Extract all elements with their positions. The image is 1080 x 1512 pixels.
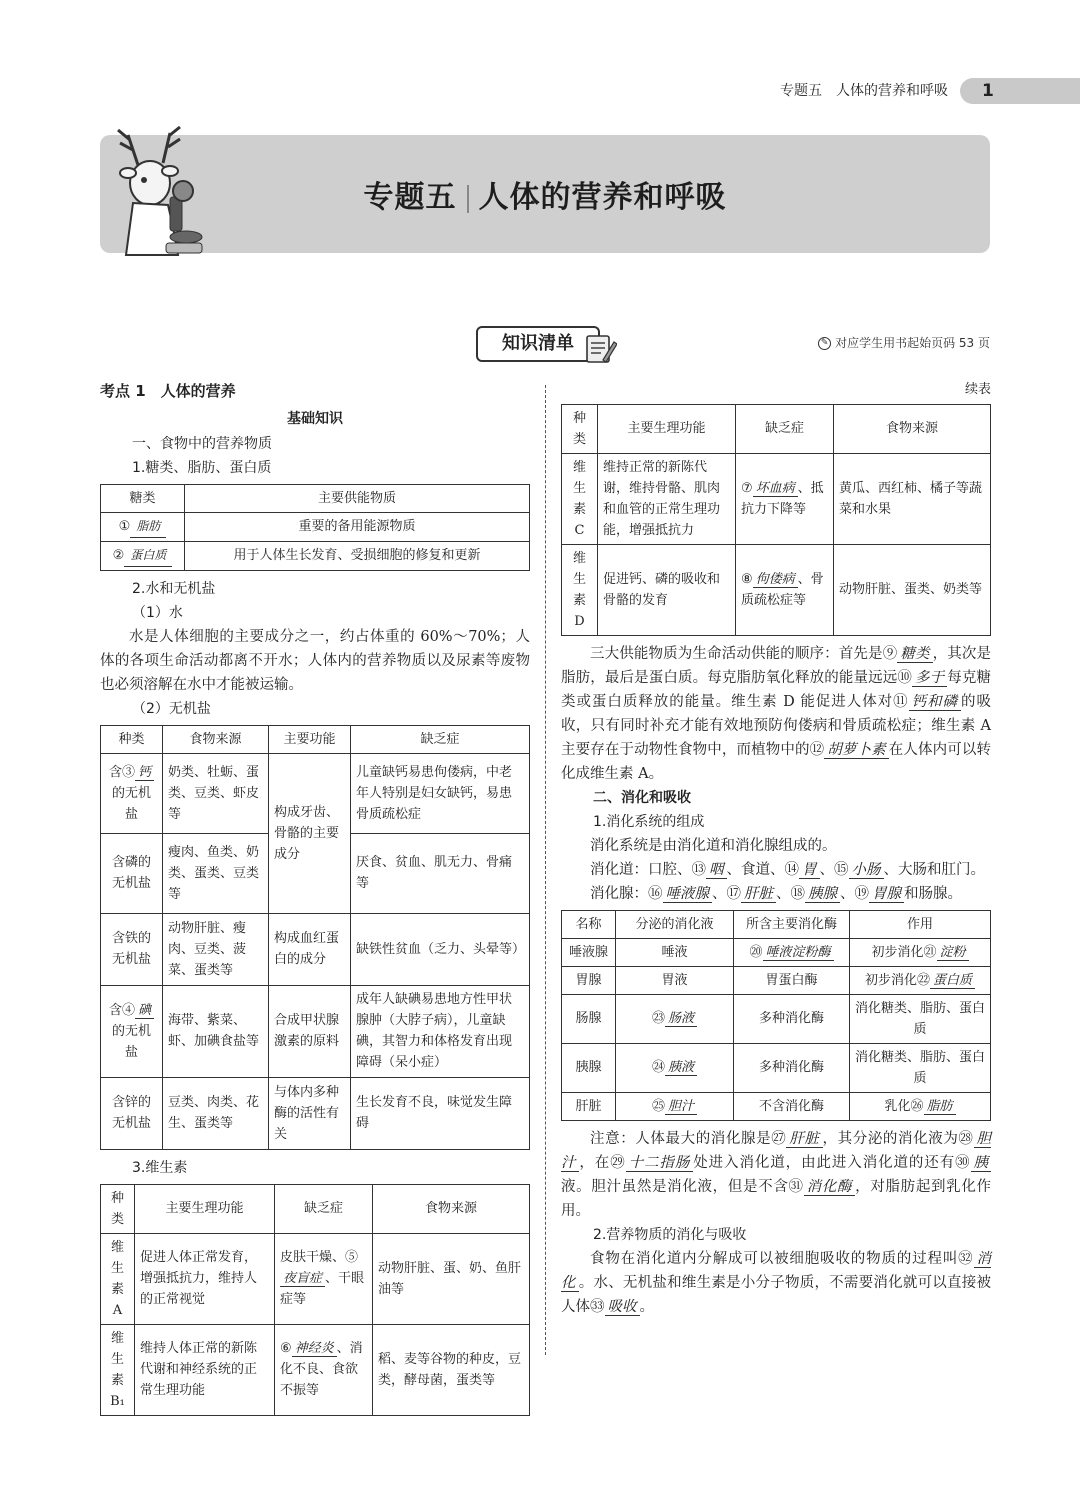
- table-cell: 用于人体生长发育、受损细胞的修复和更新: [185, 541, 530, 570]
- answer-blank: 唾液淀粉酶: [763, 945, 834, 961]
- answer-blank: 十二指肠: [626, 1155, 694, 1172]
- answer-blank: 坏血病: [753, 481, 798, 497]
- table-header-row: [101, 1184, 530, 1233]
- table-cell: [616, 1043, 734, 1092]
- table-cell: 维生素 A: [101, 1233, 135, 1324]
- para-text: 、⑰: [712, 885, 741, 902]
- answer-blank: 多于: [912, 670, 947, 687]
- table-cell: 生长发育不良，味觉发生障碍: [351, 1077, 530, 1149]
- answer-blank: 夜盲症: [280, 1271, 325, 1287]
- table-row: [562, 994, 991, 1043]
- nutrients-table: [100, 484, 530, 571]
- answer-blank: 淀粉: [937, 945, 969, 961]
- table-cell: [616, 994, 734, 1043]
- left-column: [100, 380, 530, 1422]
- knowledge-list-badge: 知识清单: [476, 326, 600, 362]
- table-cell: 海带、紫菜、虾、加碘食盐等: [163, 985, 269, 1077]
- answer-blank: 胃腺: [869, 886, 904, 903]
- column-header: 缺乏症: [275, 1184, 373, 1233]
- table-cell: 动物肝脏、蛋类、奶类等: [834, 544, 991, 635]
- table-cell: 维生素 D: [562, 544, 598, 635]
- para-text: 消化腺：⑯: [590, 885, 663, 902]
- para-text: 处进入消化道，由此进入消化道的还有㉚: [693, 1154, 971, 1171]
- table-row: [562, 453, 991, 544]
- para-text: 液。胆汁虽然是消化液，但是不含㉛: [561, 1178, 804, 1195]
- cell-text: 的无机盐: [111, 1023, 151, 1060]
- table-cell: 促进钙、磷的吸收和骨骼的发育: [598, 544, 736, 635]
- table-header-row: [562, 910, 991, 938]
- subsection-heading: 3.维生素: [132, 1159, 188, 1176]
- table-cell: 消化糖类、脂肪、蛋白质: [850, 994, 991, 1043]
- table-cell: [275, 1324, 373, 1415]
- column-header: 食物来源: [373, 1184, 530, 1233]
- answer-blank: 胡萝卜素: [824, 742, 889, 759]
- table-cell: 含铁的无机盐: [101, 913, 163, 985]
- table-row: [562, 544, 991, 635]
- blank-number: ㉖: [910, 1098, 924, 1114]
- subsection-heading: （2）无机盐: [132, 700, 211, 717]
- table-cell: [275, 1233, 373, 1324]
- para-text: 注意：人体最大的消化腺是㉗: [590, 1130, 787, 1147]
- vitamins-table-continued: [561, 404, 991, 636]
- subsection-heading: 2.水和无机盐: [132, 580, 216, 597]
- continued-label: 续表: [964, 382, 991, 397]
- subsection-heading: 1.消化系统的组成: [593, 813, 705, 830]
- table-cell: 动物肝脏、蛋、奶、鱼肝油等: [373, 1233, 530, 1324]
- table-cell: 构成血红蛋白的成分: [269, 913, 351, 985]
- table-cell: 维生素 B₁: [101, 1324, 135, 1415]
- column-header: 所含主要消化酶: [734, 910, 850, 938]
- table-cell: 胃腺: [562, 966, 616, 994]
- table-cell: 促进人体正常发育，增强抵抗力，维持人的正常视觉: [135, 1233, 275, 1324]
- section-heading: 一、食物中的营养物质: [132, 435, 272, 452]
- answer-blank: 神经炎: [292, 1341, 337, 1357]
- answer-blank: 吸收: [605, 1299, 640, 1316]
- table-cell: [101, 541, 185, 570]
- minerals-table: [100, 725, 530, 1150]
- chapter-title: [100, 175, 990, 220]
- answer-blank: 胆汁: [665, 1099, 697, 1115]
- table-row: [101, 753, 530, 833]
- blank-number: ⑥: [280, 1341, 292, 1356]
- para-text: 食物在消化道内分解成可以被细胞吸收的物质的过程叫㉜: [590, 1250, 974, 1267]
- table-cell: [736, 453, 834, 544]
- page-reference: [818, 334, 990, 352]
- column-header: 缺乏症: [351, 725, 530, 753]
- table-cell: 稻、麦等谷物的种皮，豆类，酵母菌，蛋类等: [373, 1324, 530, 1415]
- table-cell: 维持人体正常的新陈代谢和神经系统的正常生理功能: [135, 1324, 275, 1415]
- cell-text: 的无机盐: [111, 785, 151, 822]
- pencil-circle-icon: ✎: [818, 337, 831, 350]
- table-header-row: [562, 404, 991, 453]
- table-cell: 不含消化酶: [734, 1092, 850, 1120]
- column-header: 名称: [562, 910, 616, 938]
- answer-blank: 消化酶: [804, 1179, 856, 1196]
- cell-text: 含④: [108, 1002, 135, 1018]
- answer-blank: 糖类: [897, 646, 932, 663]
- answer-blank: 胰液: [665, 1060, 697, 1076]
- table-cell: 厌食、贫血、肌无力、骨痛等: [351, 833, 530, 913]
- para-text: 、食道、⑭: [726, 861, 799, 878]
- column-header: 缺乏症: [736, 404, 834, 453]
- para-text: 的吸收，只有同时补充才能有效地预防佝偻病和骨质疏松症；维生素 A 主要存在于动物性食物中，而植物中的⑫: [561, 693, 991, 758]
- table-cell: [736, 544, 834, 635]
- para-text: 。: [639, 1298, 654, 1315]
- column-header: 食物来源: [834, 404, 991, 453]
- para-text: 、大肠和肛门。: [883, 861, 985, 878]
- table-cell: 与体内多种酶的活性有关: [269, 1077, 351, 1149]
- deer-scientist-icon: [108, 125, 208, 260]
- table-row: [101, 985, 530, 1077]
- cell-text: 含③: [108, 764, 135, 780]
- chapter-name: 人体的营养和呼吸: [478, 180, 727, 215]
- table-cell: 奶类、牡蛎、蛋类、豆类、虾皮等: [163, 753, 269, 833]
- running-head: [780, 78, 1080, 104]
- table-row: [101, 1233, 530, 1324]
- answer-blank: 胆汁: [561, 1130, 992, 1171]
- blank-number: ㉑: [923, 944, 937, 960]
- table-row: [562, 966, 991, 994]
- blank-number: ①: [118, 518, 131, 534]
- answer-blank: 肠液: [665, 1011, 697, 1027]
- cell-text: 初步消化: [864, 972, 917, 988]
- subsection-heading: （1）水: [132, 604, 183, 621]
- blank-number: ㉒: [916, 972, 930, 988]
- table-row: [101, 1077, 530, 1149]
- digestive-glands-table: [561, 910, 991, 1121]
- answer-blank: 胃: [799, 862, 820, 879]
- table-cell: 胰腺: [562, 1043, 616, 1092]
- chapter-banner: [100, 135, 990, 253]
- column-header: 主要生理功能: [598, 404, 736, 453]
- table-cell: 构成牙齿、骨骼的主要成分: [269, 753, 351, 913]
- cell-text: 、骨质疏松症等: [741, 571, 824, 608]
- table-cell: 含锌的无机盐: [101, 1077, 163, 1149]
- blank-number: ⑦: [741, 480, 753, 496]
- column-header: 种类: [101, 1184, 135, 1233]
- cell-text: 乳化: [884, 1098, 911, 1114]
- cell-text: 、消化不良、食欲不振等: [280, 1341, 363, 1398]
- table-row: [101, 541, 530, 570]
- cell-text: 皮肤干燥、: [280, 1250, 346, 1265]
- table-row: [101, 913, 530, 985]
- table-cell: 豆类、肉类、花生、蛋类等: [163, 1077, 269, 1149]
- blank-number: ㉓: [651, 1011, 665, 1026]
- table-cell: [101, 512, 185, 541]
- table-cell: 维持正常的新陈代谢，维持骨骼、肌肉和血管的正常生理功能，增强抵抗力: [598, 453, 736, 544]
- table-row: [101, 512, 530, 541]
- para-text: 消化道：口腔、⑬: [590, 861, 706, 878]
- answer-blank: 碘: [135, 1003, 154, 1019]
- table-cell: 胃液: [616, 966, 734, 994]
- title-separator: [467, 185, 469, 213]
- page-number: 1: [960, 78, 1080, 104]
- cell-text: 、干眼症等: [280, 1271, 365, 1307]
- table-row: [101, 484, 530, 512]
- digestive-tract-paragraph: [561, 858, 991, 882]
- table-cell: 肠腺: [562, 994, 616, 1043]
- column-header: 种类: [101, 725, 163, 753]
- answer-blank: 胰腺: [805, 886, 840, 903]
- table-cell: 多种消化酶: [734, 994, 850, 1043]
- para-text: 三大供能物质为生命活动供能的顺序：首先是⑨: [590, 645, 898, 662]
- page-reference-text: 对应学生用书起始页码 53 页: [835, 336, 990, 350]
- para-text: 、⑱: [776, 885, 805, 902]
- cell-text: 、抵抗力下降等: [741, 480, 824, 517]
- table-cell: 主要供能物质: [185, 484, 530, 512]
- blank-number: ㉕: [651, 1098, 665, 1114]
- table-cell: [616, 1092, 734, 1120]
- answer-blank: 蛋白质: [930, 973, 975, 989]
- answer-blank: 胰: [971, 1155, 992, 1172]
- answer-blank: 咽: [706, 862, 727, 879]
- table-cell: 消化糖类、脂肪、蛋白质: [850, 1043, 991, 1092]
- table-cell: [850, 938, 991, 966]
- chapter-topic: 专题五: [363, 180, 457, 215]
- table-cell: 合成甲状腺激素的原料: [269, 985, 351, 1077]
- para-text: ，在㉙: [579, 1154, 626, 1171]
- answer-blank: 钙和磷: [909, 694, 961, 711]
- table-cell: 黄瓜、西红柿、橘子等蔬菜和水果: [834, 453, 991, 544]
- table-cell: 维生素 C: [562, 453, 598, 544]
- subsection-heading: 1.糖类、脂肪、蛋白质: [132, 459, 272, 476]
- digestive-glands-paragraph: [561, 882, 991, 906]
- table-cell: 含磷的无机盐: [101, 833, 163, 913]
- table-cell: 缺铁性贫血（乏力、头晕等）: [351, 913, 530, 985]
- table-cell: [850, 966, 991, 994]
- table-row: [101, 1324, 530, 1415]
- vitamins-table: [100, 1184, 530, 1416]
- table-cell: 唾液腺: [562, 938, 616, 966]
- notepad-pencil-icon: [583, 330, 617, 366]
- para-text: ，其分泌的消化液为㉘: [822, 1130, 974, 1147]
- para-text: ，其次是脂肪，最后是蛋白质。每克脂肪氧化释放的能量远远⑩: [561, 645, 992, 686]
- water-paragraph: 水是人体细胞的主要成分之一，约占体重的 60%～70%；人体的各项生命活动都离不开水；人体内的营养物质以及尿素等废物也必须溶解在水中才能被运输。: [100, 628, 530, 693]
- blank-number: ②: [112, 547, 125, 563]
- answer-blank: 脂肪: [130, 516, 166, 538]
- para-text: ，对脂肪起到乳化作用。: [561, 1178, 992, 1219]
- table-cell: 唾液: [616, 938, 734, 966]
- table-cell: 瘦肉、鱼类、奶类、蛋类、豆类等: [163, 833, 269, 913]
- column-header: 主要生理功能: [135, 1184, 275, 1233]
- table-cell: 肝脏: [562, 1092, 616, 1120]
- answer-blank: 钙: [135, 765, 154, 781]
- table-cell: 重要的备用能源物质: [185, 512, 530, 541]
- table-row: [562, 938, 991, 966]
- column-header: 食物来源: [163, 725, 269, 753]
- digestive-system-paragraph: 消化系统是由消化道和消化腺组成的。: [590, 837, 837, 854]
- answer-blank: 蛋白质: [124, 545, 172, 567]
- column-header: 分泌的消化液: [616, 910, 734, 938]
- column-header: 作用: [850, 910, 991, 938]
- cell-text: 初步消化: [871, 944, 924, 960]
- blank-number: ⑧: [741, 571, 753, 587]
- table-cell: [101, 753, 163, 833]
- note-paragraph: [561, 1127, 991, 1223]
- section-heading: 二、消化和吸收: [593, 789, 691, 806]
- table-row: [562, 1092, 991, 1120]
- column-header: 种类: [562, 404, 598, 453]
- blank-number: ⑳: [749, 944, 763, 960]
- table-cell: 胃蛋白酶: [734, 966, 850, 994]
- answer-blank: 消化: [561, 1250, 991, 1291]
- para-text: 和肠腺。: [904, 885, 962, 902]
- table-row: [562, 1043, 991, 1092]
- table-cell: 成年人缺碘易患地方性甲状腺肿（大脖子病），儿童缺碘，其智力和体格发育出现障碍（呆小症）: [351, 985, 530, 1077]
- answer-blank: 佝偻病: [753, 572, 798, 588]
- para-text: 每克糖类或蛋白质释放的能量。维生素 D 能促进人体对⑪: [561, 669, 991, 710]
- table-cell: 动物肝脏、瘦肉、豆类、菠菜、蛋类等: [163, 913, 269, 985]
- answer-blank: 脂肪: [924, 1099, 956, 1115]
- kaodian-heading: 考点 1 人体的营养: [100, 382, 236, 400]
- answer-blank: 肝脏: [786, 1131, 822, 1148]
- basics-heading: 基础知识: [287, 410, 343, 427]
- right-column: [561, 380, 991, 1319]
- blank-number: ㉔: [651, 1060, 665, 1075]
- table-cell: 儿童缺钙易患佝偻病，中老年人特别是妇女缺钙，易患骨质疏松症: [351, 753, 530, 833]
- table-cell: [734, 938, 850, 966]
- table-cell: [850, 1092, 991, 1120]
- para-text: 、⑮: [819, 861, 849, 878]
- energy-paragraph: [561, 642, 991, 786]
- para-text: 、⑲: [840, 885, 869, 902]
- blank-number: ⑤: [345, 1250, 359, 1265]
- answer-blank: 小肠: [849, 862, 884, 879]
- answer-blank: 肝脏: [741, 886, 776, 903]
- table-cell: 糖类: [101, 484, 185, 512]
- running-title: 专题五 人体的营养和呼吸: [780, 82, 948, 99]
- table-cell: [101, 985, 163, 1077]
- subsection-heading: 2.营养物质的消化与吸收: [593, 1226, 747, 1243]
- table-cell: 多种消化酶: [734, 1043, 850, 1092]
- table-header-row: [101, 725, 530, 753]
- absorption-paragraph: [561, 1247, 991, 1319]
- para-text: 。水、无机盐和维生素是小分子物质，不需要消化就可以直接被人体㉝: [561, 1274, 991, 1315]
- column-divider: [545, 385, 546, 1355]
- answer-blank: 唾液腺: [663, 886, 713, 903]
- para-text: 在人体内可以转化成维生素 A。: [561, 741, 991, 782]
- column-header: 主要功能: [269, 725, 351, 753]
